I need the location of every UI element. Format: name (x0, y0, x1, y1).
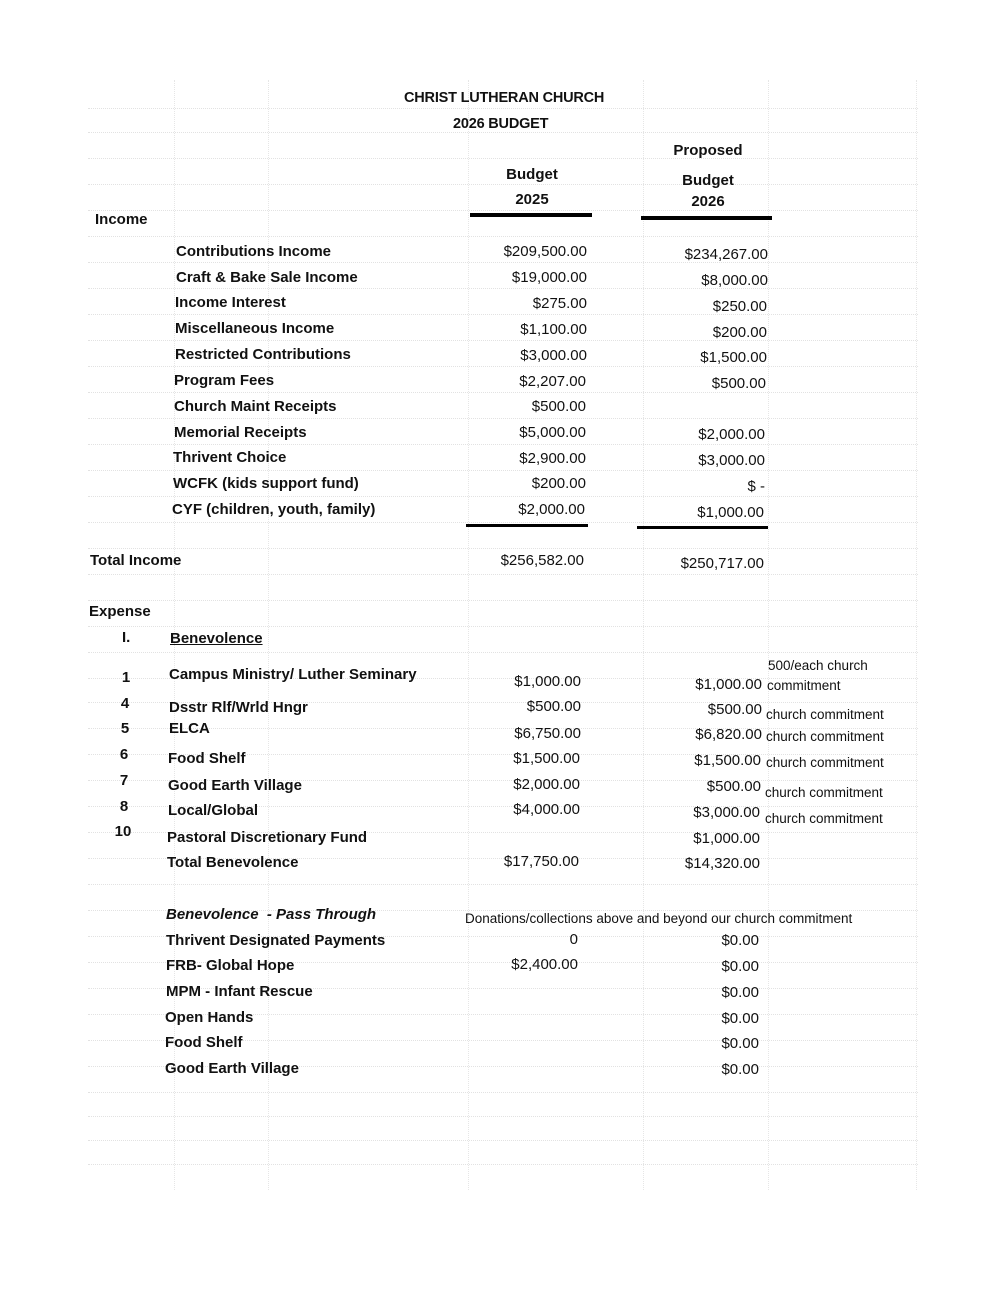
benevolence-row-2025: $6,750.00 (514, 725, 581, 742)
pass-through-heading (166, 906, 376, 924)
benevolence-row-2025: $4,000.00 (513, 801, 580, 818)
benevolence-row-label: Campus Ministry/ Luther Seminary (169, 666, 417, 683)
pass-through-row-label: Open Hands (165, 1009, 254, 1026)
pass-through-row-2025: $2,400.00 (511, 956, 578, 973)
col-2025-header-rule (470, 213, 592, 217)
col-2026-header-line2: Budget (682, 172, 734, 189)
income-row-2025: $2,900.00 (519, 450, 586, 467)
benevolence-row-2025: $2,000.00 (513, 776, 580, 793)
col-2025-header-line1: Budget (506, 166, 558, 183)
benevolence-line-number: 6 (119, 746, 129, 763)
benevolence-row-note: church commitment (766, 729, 884, 744)
income-row-2025: $209,500.00 (503, 243, 587, 260)
benevolence-row-2026: $500.00 (707, 701, 762, 718)
pass-through-row-2026: $0.00 (721, 958, 759, 975)
pass-through-note: Donations/collections above and beyond our church commitment (465, 911, 853, 926)
benevolence-row-2026: $1,000.00 (695, 676, 762, 693)
expense-section-label: Expense (89, 603, 151, 620)
benevolence-line-number: 10 (114, 823, 132, 840)
benevolence-row-note: church commitment (766, 755, 884, 770)
benevolence-row-label: ELCA (169, 720, 210, 737)
income-row-2026: $ - (747, 478, 765, 495)
benevolence-row-label: Local/Global (168, 802, 259, 819)
income-row-2025: $275.00 (532, 295, 587, 312)
org-name: CHRIST LUTHERAN CHURCH (404, 90, 605, 106)
benevolence-line-number: 4 (120, 695, 130, 712)
income-row-2025: $19,000.00 (511, 269, 587, 286)
benevolence-line-number: 8 (119, 798, 129, 815)
pass-through-row-label: FRB- Global Hope (166, 957, 295, 974)
income-row-label: Thrivent Choice (173, 449, 287, 466)
income-row-2026: $500.00 (711, 375, 766, 392)
benevolence-row-note: church commitment (765, 811, 883, 826)
benevolence-row-label: Pastoral Discretionary Fund (167, 829, 368, 846)
income-row-2026: $1,500.00 (700, 349, 767, 366)
benevolence-row-2026: $1,000.00 (693, 830, 760, 847)
total-income-label: Total Income (90, 552, 182, 569)
pass-through-row-2026: $0.00 (721, 1061, 759, 1078)
benevolence-row-note: 500/each church (768, 658, 868, 673)
benevolence-row-2026: $3,000.00 (693, 804, 760, 821)
income-row-2026: $3,000.00 (698, 452, 765, 469)
income-row-2025: $200.00 (531, 475, 586, 492)
income-row-2026: $2,000.00 (698, 426, 765, 443)
income-row-2025: $1,100.00 (520, 321, 587, 338)
income-row-label: CYF (children, youth, family) (172, 501, 376, 518)
pass-through-row-label: Thrivent Designated Payments (166, 932, 386, 949)
benevolence-row-2026: $1,500.00 (694, 752, 761, 769)
income-row-label: Program Fees (174, 372, 275, 389)
income-subtotal-rule-2026 (637, 526, 768, 529)
pass-through-row-label: Food Shelf (165, 1034, 243, 1051)
benevolence-row-2026: $6,820.00 (695, 726, 762, 743)
col-2026-header-rule (641, 216, 772, 220)
income-row-2025: $2,000.00 (518, 501, 585, 518)
pass-through-row-2025: 0 (569, 931, 578, 948)
income-row-2025: $5,000.00 (519, 424, 586, 441)
income-row-2026: $8,000.00 (701, 272, 768, 289)
benevolence-row-note: church commitment (765, 785, 883, 800)
total-income-2025: $256,582.00 (500, 552, 584, 569)
pass-through-row-2026: $0.00 (721, 1035, 759, 1052)
benevolence-row-note: commitment (767, 678, 841, 693)
income-row-label: Income Interest (175, 294, 286, 311)
benevolence-row-2025: $1,000.00 (514, 673, 581, 690)
total-income-2026: $250,717.00 (680, 555, 764, 572)
benevolence-row-label: Good Earth Village (168, 777, 302, 794)
income-row-2026: $200.00 (712, 324, 767, 341)
income-row-2025: $500.00 (531, 398, 586, 415)
benevolence-row-note: church commitment (766, 707, 884, 722)
income-section-label: Income (95, 211, 148, 228)
total-benevolence-2025: $17,750.00 (503, 853, 579, 870)
pass-through-row-2026: $0.00 (721, 1010, 759, 1027)
income-row-2025: $2,207.00 (519, 373, 586, 390)
pass-through-heading-b: - Pass Through (266, 906, 377, 923)
income-row-label: Church Maint Receipts (174, 398, 337, 415)
col-2026-header-line1: Proposed (673, 142, 743, 159)
pass-through-heading-a: Benevolence (166, 906, 259, 923)
benevolence-row-2026: $500.00 (706, 778, 761, 795)
income-row-label: Restricted Contributions (175, 346, 351, 363)
benevolence-row-label: Food Shelf (168, 750, 246, 767)
total-benevolence-label: Total Benevolence (167, 854, 299, 871)
pass-through-row-label: Good Earth Village (165, 1060, 299, 1077)
income-row-label: Miscellaneous Income (175, 320, 335, 337)
pass-through-row-label: MPM - Infant Rescue (166, 983, 313, 1000)
income-row-label: Memorial Receipts (174, 424, 307, 441)
income-row-label: Craft & Bake Sale Income (176, 269, 358, 286)
income-row-label: WCFK (kids support fund) (173, 475, 359, 492)
income-row-2026: $234,267.00 (684, 246, 768, 263)
income-row-label: Contributions Income (176, 243, 331, 260)
income-row-2025: $3,000.00 (520, 347, 587, 364)
income-row-2026: $250.00 (712, 298, 767, 315)
document-title: 2026 BUDGET (453, 116, 549, 132)
col-2025-header-line2: 2025 (515, 191, 549, 208)
col-2026-header-line3: 2026 (691, 193, 725, 210)
total-benevolence-2026: $14,320.00 (684, 855, 760, 872)
income-row-2026: $1,000.00 (697, 504, 764, 521)
benevolence-line-number: 5 (120, 720, 130, 737)
pass-through-row-2026: $0.00 (721, 932, 759, 949)
benevolence-heading: Benevolence (170, 630, 263, 647)
benevolence-row-2025: $500.00 (526, 698, 581, 715)
benevolence-row-label: Dsstr Rlf/Wrld Hngr (169, 699, 308, 716)
income-subtotal-rule-2025 (466, 524, 588, 527)
pass-through-row-2026: $0.00 (721, 984, 759, 1001)
benevolence-row-2025: $1,500.00 (513, 750, 580, 767)
benevolence-line-number: 1 (121, 669, 131, 686)
benevolence-line-number: 7 (119, 772, 129, 789)
benevolence-roman-numeral: I. (122, 629, 131, 646)
